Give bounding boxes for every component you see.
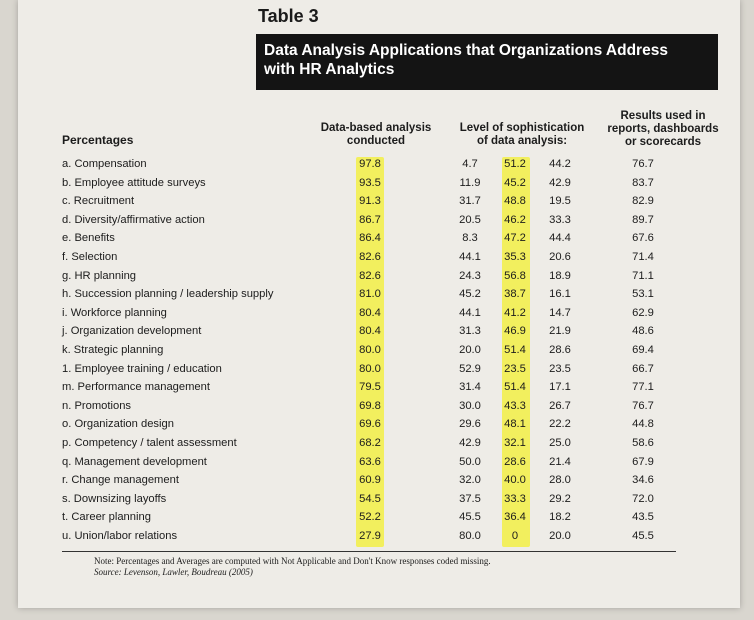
table-row xyxy=(18,527,740,546)
cell-sophistication-1: 80.0 xyxy=(459,530,481,542)
cell-sophistication-2: 43.3 xyxy=(504,399,526,412)
cell-sophistication-2: 38.7 xyxy=(504,288,526,301)
cell-data-based-analysis: 80.0 xyxy=(359,344,381,356)
row-label: e. Benefits xyxy=(62,232,115,245)
cell-sophistication-3: 14.7 xyxy=(549,306,571,319)
row-label: d. Diversity/affirmative action xyxy=(62,213,205,226)
cell-data-based-analysis: 97.8 xyxy=(359,158,381,170)
cell-sophistication-3: 44.4 xyxy=(549,232,571,245)
row-label: g. HR planning xyxy=(62,269,137,282)
cell-sophistication-2: 35.3 xyxy=(504,251,526,263)
cell-data-based-analysis: 27.9 xyxy=(359,530,381,542)
cell-results-used: 72.0 xyxy=(632,492,654,505)
header-level-of-sophistication xyxy=(450,122,594,148)
row-label: a. Compensation xyxy=(62,158,147,170)
cell-data-based-analysis: 82.6 xyxy=(359,269,381,282)
row-label: k. Strategic planning xyxy=(62,344,164,356)
cell-data-based-analysis: 60.9 xyxy=(359,474,381,487)
cell-results-used: 53.1 xyxy=(632,288,654,301)
cell-sophistication-1: 20.0 xyxy=(459,344,481,356)
table-row xyxy=(18,304,740,323)
cell-sophistication-1: 45.5 xyxy=(459,511,481,524)
table-row xyxy=(18,471,740,490)
cell-data-based-analysis: 80.0 xyxy=(359,362,381,375)
cell-results-used: 67.6 xyxy=(632,232,654,245)
header-data-based-analysis xyxy=(310,122,442,148)
cell-sophistication-3: 21.4 xyxy=(549,455,571,468)
header-results-used xyxy=(598,110,728,149)
cell-sophistication-2: 47.2 xyxy=(504,232,526,245)
cell-sophistication-1: 30.0 xyxy=(459,399,481,412)
header-percentages: Percentages xyxy=(62,133,134,147)
cell-sophistication-1: 31.4 xyxy=(459,381,481,394)
table-bottom-rule xyxy=(62,551,676,552)
cell-sophistication-3: 18.2 xyxy=(549,511,571,524)
cell-sophistication-2: 56.8 xyxy=(504,269,526,282)
cell-sophistication-3: 26.7 xyxy=(549,399,571,412)
cell-results-used: 45.5 xyxy=(632,530,654,542)
table-row xyxy=(18,248,740,267)
cell-sophistication-1: 11.9 xyxy=(459,176,481,189)
cell-sophistication-1: 4.7 xyxy=(462,158,478,170)
table-row xyxy=(18,378,740,397)
cell-sophistication-3: 21.9 xyxy=(549,325,571,338)
cell-sophistication-1: 29.6 xyxy=(459,418,481,431)
cell-sophistication-3: 44.2 xyxy=(549,158,571,170)
table-row xyxy=(18,360,740,379)
cell-sophistication-3: 23.5 xyxy=(549,362,571,375)
document-page xyxy=(18,0,740,608)
cell-data-based-analysis: 82.6 xyxy=(359,251,381,263)
cell-sophistication-2: 40.0 xyxy=(504,474,526,487)
header-los-line1: Level of sophistication xyxy=(459,122,585,134)
table-row xyxy=(18,285,740,304)
cell-data-based-analysis: 86.7 xyxy=(359,213,381,226)
row-label: s. Downsizing layoffs xyxy=(62,492,167,505)
table-row xyxy=(18,192,740,211)
cell-sophistication-1: 50.0 xyxy=(459,455,481,468)
cell-sophistication-1: 32.0 xyxy=(459,474,481,487)
table-title xyxy=(256,34,718,90)
cell-sophistication-2: 33.3 xyxy=(504,492,526,505)
cell-results-used: 83.7 xyxy=(632,176,654,189)
row-label: r. Change management xyxy=(62,474,179,487)
cell-results-used: 69.4 xyxy=(632,344,654,356)
cell-sophistication-2: 48.1 xyxy=(504,418,526,431)
cell-sophistication-3: 28.0 xyxy=(549,474,571,487)
cell-data-based-analysis: 54.5 xyxy=(359,492,381,505)
cell-results-used: 34.6 xyxy=(632,474,654,487)
row-label: q. Management development xyxy=(62,455,207,468)
cell-results-used: 76.7 xyxy=(632,399,654,412)
row-label: u. Union/labor relations xyxy=(62,530,178,542)
cell-sophistication-2: 41.2 xyxy=(504,306,526,319)
table-row xyxy=(18,174,740,193)
cell-results-used: 43.5 xyxy=(632,511,654,524)
cell-sophistication-2: 46.2 xyxy=(504,213,526,226)
table-row xyxy=(18,397,740,416)
row-label: o. Organization design xyxy=(62,418,174,431)
row-label: p. Competency / talent assessment xyxy=(62,437,237,449)
table-title-line2: with HR Analytics xyxy=(264,61,395,78)
cell-data-based-analysis: 86.4 xyxy=(359,232,381,245)
table-row xyxy=(18,453,740,472)
cell-results-used: 82.9 xyxy=(632,195,654,208)
header-dba-line1: Data-based analysis xyxy=(320,122,432,134)
cell-sophistication-1: 44.1 xyxy=(459,251,481,263)
row-label: f. Selection xyxy=(62,251,118,263)
table-row xyxy=(18,508,740,527)
cell-sophistication-2: 28.6 xyxy=(504,455,526,468)
cell-sophistication-2: 48.8 xyxy=(504,195,526,208)
cell-results-used: 58.6 xyxy=(632,437,654,449)
cell-sophistication-2: 51.4 xyxy=(504,344,526,356)
cell-results-used: 77.1 xyxy=(632,381,654,394)
table-note xyxy=(94,556,491,578)
cell-sophistication-2: 0 xyxy=(511,530,519,542)
cell-sophistication-1: 24.3 xyxy=(459,269,481,282)
cell-results-used: 89.7 xyxy=(632,213,654,226)
cell-results-used: 67.9 xyxy=(632,455,654,468)
header-los-line2: of data analysis: xyxy=(476,135,568,147)
cell-results-used: 71.4 xyxy=(632,251,654,263)
cell-sophistication-1: 44.1 xyxy=(459,306,481,319)
table-row xyxy=(18,341,740,360)
cell-data-based-analysis: 68.2 xyxy=(359,437,381,449)
cell-data-based-analysis: 80.4 xyxy=(359,325,381,338)
cell-results-used: 48.6 xyxy=(632,325,654,338)
cell-results-used: 76.7 xyxy=(632,158,654,170)
row-label: n. Promotions xyxy=(62,399,132,412)
cell-results-used: 71.1 xyxy=(632,269,654,282)
cell-results-used: 62.9 xyxy=(632,306,654,319)
cell-sophistication-3: 28.6 xyxy=(549,344,571,356)
row-label: t. Career planning xyxy=(62,511,151,524)
cell-sophistication-2: 51.2 xyxy=(504,158,526,170)
cell-sophistication-3: 18.9 xyxy=(549,269,571,282)
cell-sophistication-1: 31.7 xyxy=(459,195,481,208)
row-label: c. Recruitment xyxy=(62,195,135,208)
table-row xyxy=(18,322,740,341)
table-row xyxy=(18,434,740,453)
cell-data-based-analysis: 69.6 xyxy=(359,418,381,431)
cell-sophistication-3: 22.2 xyxy=(549,418,571,431)
table-number: Table 3 xyxy=(258,6,319,26)
header-res-line1: Results used in xyxy=(620,110,706,122)
cell-sophistication-3: 20.6 xyxy=(549,251,571,263)
cell-results-used: 66.7 xyxy=(632,362,654,375)
cell-sophistication-1: 8.3 xyxy=(462,232,478,245)
table-row xyxy=(18,155,740,174)
cell-sophistication-3: 20.0 xyxy=(549,530,571,542)
row-label: b. Employee attitude surveys xyxy=(62,176,206,189)
cell-data-based-analysis: 81.0 xyxy=(359,288,381,301)
cell-sophistication-1: 45.2 xyxy=(459,288,481,301)
row-label: 1. Employee training / education xyxy=(62,362,222,375)
cell-sophistication-1: 37.5 xyxy=(459,492,481,505)
cell-sophistication-1: 20.5 xyxy=(459,213,481,226)
table-title-line1: Data Analysis Applications that Organizations Address xyxy=(264,42,668,59)
cell-sophistication-2: 23.5 xyxy=(504,362,526,375)
table-row xyxy=(18,490,740,509)
cell-sophistication-3: 29.2 xyxy=(549,492,571,505)
note-text: Note: Percentages and Averages are computed with Not Applicable and Don't Know responses coded missing. xyxy=(94,556,491,566)
cell-sophistication-2: 36.4 xyxy=(504,511,526,524)
table-row xyxy=(18,229,740,248)
row-label: i. Workforce planning xyxy=(62,306,167,319)
cell-sophistication-1: 42.9 xyxy=(459,437,481,449)
header-dba-line2: conducted xyxy=(346,135,406,147)
row-label: j. Organization development xyxy=(62,325,202,338)
cell-results-used: 44.8 xyxy=(632,418,654,431)
cell-sophistication-2: 32.1 xyxy=(504,437,526,449)
cell-data-based-analysis: 93.5 xyxy=(359,176,381,189)
cell-sophistication-2: 45.2 xyxy=(504,176,526,189)
cell-sophistication-3: 19.5 xyxy=(549,195,571,208)
row-label: m. Performance management xyxy=(62,381,210,394)
cell-sophistication-1: 52.9 xyxy=(459,362,481,375)
cell-sophistication-3: 42.9 xyxy=(549,176,571,189)
row-label: h. Succession planning / leadership supply xyxy=(62,288,274,301)
cell-sophistication-2: 46.9 xyxy=(504,325,526,338)
cell-data-based-analysis: 69.8 xyxy=(359,399,381,412)
cell-sophistication-2: 51.4 xyxy=(504,381,526,394)
table-row xyxy=(18,415,740,434)
header-res-line2: reports, dashboards xyxy=(607,123,719,135)
cell-sophistication-3: 33.3 xyxy=(549,213,571,226)
cell-data-based-analysis: 52.2 xyxy=(359,511,381,524)
cell-data-based-analysis: 80.4 xyxy=(359,306,381,319)
cell-data-based-analysis: 63.6 xyxy=(359,455,381,468)
source-text: Source: Levenson, Lawler, Boudreau (2005) xyxy=(94,567,253,577)
cell-data-based-analysis: 79.5 xyxy=(359,381,381,394)
cell-sophistication-3: 16.1 xyxy=(549,288,571,301)
cell-sophistication-3: 25.0 xyxy=(549,437,571,449)
header-res-line3: or scorecards xyxy=(624,136,702,148)
cell-data-based-analysis: 91.3 xyxy=(359,195,381,208)
table-row xyxy=(18,267,740,286)
table-row xyxy=(18,211,740,230)
cell-sophistication-3: 17.1 xyxy=(549,381,571,394)
cell-sophistication-1: 31.3 xyxy=(459,325,481,338)
